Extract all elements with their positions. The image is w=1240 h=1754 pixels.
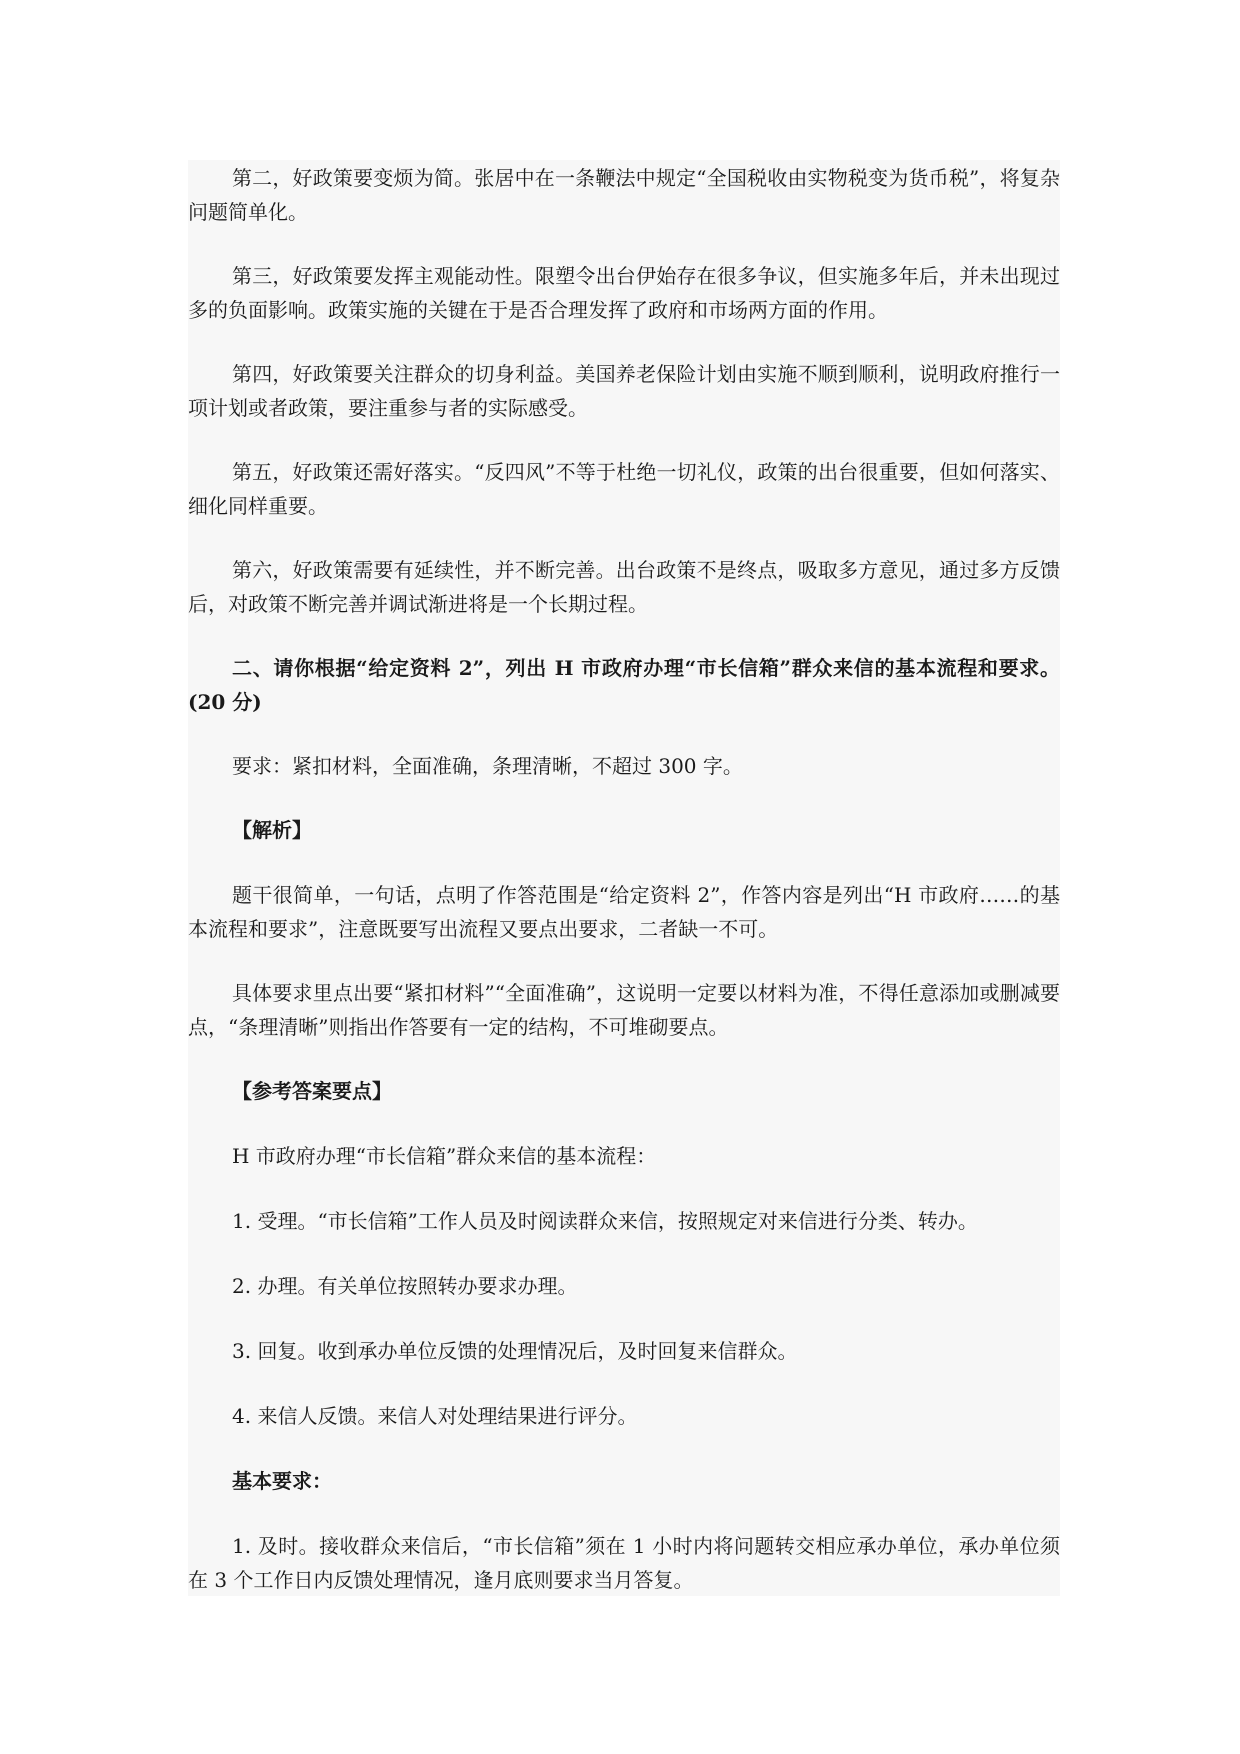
question-two-heading: 二、请你根据“给定资料 2”，列出 H 市政府办理“市长信箱”群众来信的基本流程和要求。(20 分) (188, 656, 1060, 714)
paragraph-point-two: 第二，好政策要变烦为简。张居中在一条鞭法中规定“全国税收由实物税变为货币税”，将复杂问题简单化。 (188, 166, 1060, 224)
process-step-4: 4. 来信人反馈。来信人对处理结果进行评分。 (232, 1404, 638, 1428)
basic-requirements-heading: 基本要求： (232, 1469, 332, 1493)
paragraph-point-six: 第六，好政策需要有延续性，并不断完善。出台政策不是终点，吸取多方意见，通过多方反馈后，对政策不断完善并调试渐进将是一个长期过程。 (188, 558, 1060, 616)
question-requirements: 要求：紧扣材料，全面准确，条理清晰，不超过 300 字。 (232, 754, 743, 778)
analysis-paragraph-two: 具体要求里点出要“紧扣材料”“全面准确”，这说明一定要以材料为准，不得任意添加或删减要点，“条理清晰”则指出作答要有一定的结构，不可堆砌要点。 (188, 981, 1060, 1039)
paragraph-point-four: 第四，好政策要关注群众的切身利益。美国养老保险计划由实施不顺到顺利，说明政府推行一项计划或者政策，要注重参与者的实际感受。 (188, 362, 1060, 420)
process-intro: H 市政府办理“市长信箱”群众来信的基本流程： (232, 1144, 657, 1168)
requirement-1: 1. 及时。接收群众来信后，“市长信箱”须在 1 小时内将问题转交相应承办单位，承办单位须在 3 个工作日内反馈处理情况，逢月底则要求当月答复。 (188, 1534, 1060, 1592)
reference-answer-heading: 【参考答案要点】 (232, 1079, 392, 1103)
paragraph-point-five: 第五，好政策还需好落实。“反四风”不等于杜绝一切礼仪，政策的出台很重要，但如何落实、细化同样重要。 (188, 460, 1060, 518)
analysis-paragraph-one: 题干很简单，一句话，点明了作答范围是“给定资料 2”，作答内容是列出“H 市政府……的基本流程和要求”，注意既要写出流程又要点出要求，二者缺一不可。 (188, 883, 1060, 941)
analysis-heading: 【解析】 (232, 818, 312, 842)
process-step-1: 1. 受理。“市长信箱”工作人员及时阅读群众来信，按照规定对来信进行分类、转办。 (232, 1209, 978, 1233)
process-step-2: 2. 办理。有关单位按照转办要求办理。 (232, 1274, 578, 1298)
process-step-3: 3. 回复。收到承办单位反馈的处理情况后，及时回复来信群众。 (232, 1339, 798, 1363)
paragraph-point-three: 第三，好政策要发挥主观能动性。限塑令出台伊始存在很多争议，但实施多年后，并未出现过多的负面影响。政策实施的关键在于是否合理发挥了政府和市场两方面的作用。 (188, 264, 1060, 322)
